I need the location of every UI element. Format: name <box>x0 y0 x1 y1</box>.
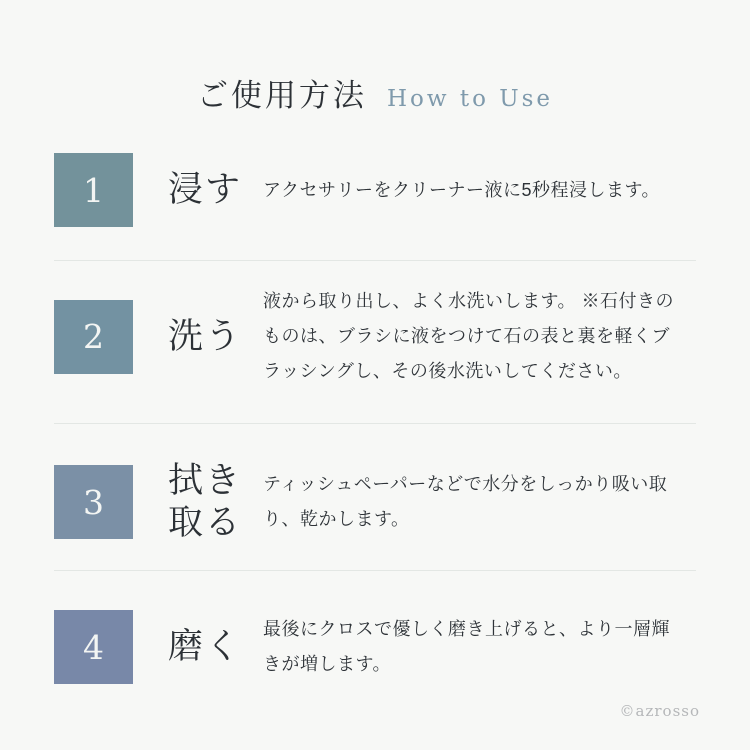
step-number-badge <box>54 610 133 684</box>
divider <box>54 423 696 424</box>
step-number: 2 <box>83 317 104 356</box>
watermark: ©azrosso <box>619 702 700 720</box>
step-row-1 <box>54 153 696 227</box>
step-description: 最後にクロスで優しく磨き上げると、より一層輝きが増します。 <box>263 619 670 674</box>
step-number: 4 <box>83 627 104 667</box>
step-number-badge <box>54 465 133 539</box>
step-description: アクセサリーをクリーナー液に5秒程浸します。 <box>263 179 661 200</box>
step-number: 1 <box>83 170 104 210</box>
steps-list <box>54 153 696 684</box>
step-title: 洗う <box>168 316 243 357</box>
page-title: ご使用方法 <box>196 78 367 114</box>
step-row-2 <box>54 284 696 389</box>
step-description: ティッシュペーパーなどで水分をしっかり吸い取り、乾かします。 <box>263 474 668 529</box>
step-description: 液から取り出し、よく水洗いします。 ※石付きのものは、ブラシに液をつけて石の表と裏を軽くブラッシングし、その後水洗いしてください。 <box>263 291 675 381</box>
step-number: 3 <box>83 482 104 522</box>
step-row-4 <box>54 610 696 684</box>
step-row-3 <box>54 460 696 544</box>
page-subtitle: How to Use <box>386 86 554 112</box>
step-title: 浸す <box>168 170 243 210</box>
step-title: 拭き取る <box>168 461 243 543</box>
divider <box>54 570 696 571</box>
divider <box>54 260 696 261</box>
step-number-badge <box>54 153 133 227</box>
step-number-badge <box>54 300 133 374</box>
step-title: 磨く <box>168 627 243 667</box>
page-header <box>0 0 750 115</box>
